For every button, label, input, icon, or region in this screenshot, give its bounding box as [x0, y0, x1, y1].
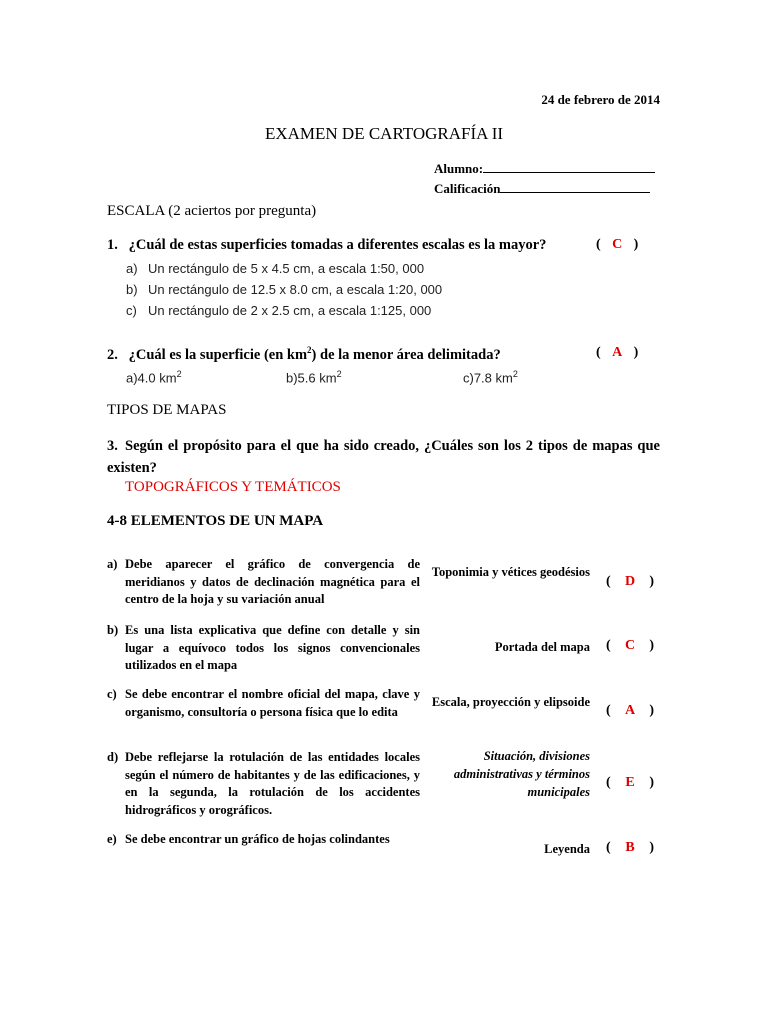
- section-escala-heading: ESCALA (2 aciertos por pregunta): [107, 203, 317, 219]
- q1-option-b-text: Un rectángulo de 12.5 x 8.0 cm, a escala 1:20, 000: [148, 282, 443, 297]
- element-answer-a-letter: D: [624, 574, 636, 589]
- question-3: [107, 435, 660, 479]
- question-1-answer: ( C ): [596, 237, 639, 252]
- grade-label: Calificación: [434, 181, 501, 196]
- question-3-number: 3.: [107, 438, 118, 454]
- grade-line: [500, 180, 650, 193]
- element-term-d: Situación, divisiones administrativas y términos municipales: [453, 749, 590, 799]
- element-item-b: [107, 622, 420, 675]
- element-answer-b: ( C ): [606, 638, 654, 653]
- section-elementos-heading: 4-8 ELEMENTOS DE UN MAPA: [107, 513, 324, 529]
- student-name-line: [483, 160, 655, 173]
- element-answer-c-letter: A: [624, 703, 636, 718]
- element-term-b: Portada del mapa: [494, 640, 590, 654]
- element-term-e: Leyenda: [544, 842, 590, 856]
- element-item-c-text: Se debe encontrar el nombre oficial del mapa, clave y organismo, consultoría o persona física que lo edita: [125, 687, 420, 719]
- question-1-text: ¿Cuál de estas superficies tomadas a diferentes escalas es la mayor?: [128, 237, 547, 253]
- element-item-c-letter: c): [107, 687, 117, 701]
- q2-option-c-sup: 2: [512, 369, 518, 379]
- q2-option-b-text: b)5.6 km: [286, 370, 337, 386]
- element-item-e-letter: e): [107, 832, 117, 846]
- q2-option-c: [463, 369, 518, 385]
- q1-option-b-letter: b): [126, 282, 138, 297]
- element-answer-d-letter: E: [625, 775, 635, 790]
- element-item-e: [107, 831, 420, 849]
- q2-option-a-sup: 2: [176, 369, 182, 379]
- element-item-c: [107, 686, 420, 721]
- question-3-text: Según el propósito para el que ha sido creado, ¿Cuáles son los 2 tipos de mapas que existen?: [107, 438, 660, 476]
- q1-option-a-letter: a): [126, 261, 138, 276]
- element-item-a-text: Debe aparecer el gráfico de convergencia de meridianos y datos de declinación magnética para el centro de la hoja y su variación anual: [125, 557, 420, 606]
- q2-option-b: [286, 369, 342, 385]
- question-2-number: 2.: [107, 346, 118, 363]
- element-item-d: [107, 749, 420, 819]
- question-2-text-before: ¿Cuál es la superficie (en km: [128, 346, 308, 363]
- student-label: Alumno:: [434, 161, 484, 176]
- element-answer-c: ( A ): [606, 703, 654, 718]
- element-item-a: [107, 556, 420, 609]
- element-answer-e-letter: B: [625, 840, 635, 855]
- element-item-a-letter: a): [107, 557, 118, 571]
- element-item-d-text: Debe reflejarse la rotulación de las entidades locales según el número de habitantes y de las edificaciones, y en la segunda, la rotulación de los accidentes hidrográficos y orográficos.: [125, 750, 420, 817]
- question-1: [107, 237, 546, 254]
- q2-option-a-text: a)4.0 km: [126, 370, 177, 386]
- element-answer-b-letter: C: [624, 638, 636, 653]
- question-1-answer-letter: C: [612, 237, 623, 252]
- q1-option-c-letter: c): [126, 303, 137, 318]
- element-answer-a: ( D ): [606, 574, 654, 589]
- question-2-answer: ( A ): [596, 345, 639, 360]
- q1-option-c-text: Un rectángulo de 2 x 2.5 cm, a escala 1:125, 000: [148, 303, 432, 318]
- q2-option-a: [126, 369, 182, 385]
- question-2: [107, 345, 501, 364]
- q2-option-b-sup: 2: [336, 369, 342, 379]
- student-name-field: [434, 160, 655, 177]
- element-term-c: Escala, proyección y elipsoide: [431, 695, 590, 709]
- question-2-text-after: ) de la menor área delimitada?: [311, 346, 501, 363]
- question-2-text-sup: 2: [307, 345, 312, 355]
- element-item-b-letter: b): [107, 623, 119, 637]
- element-answer-e: ( B ): [606, 840, 654, 855]
- question-3-answer: TOPOGRÁFICOS Y TEMÁTICOS: [125, 479, 341, 495]
- q1-option-b: [126, 282, 442, 297]
- section-tipos-heading: TIPOS DE MAPAS: [107, 402, 227, 418]
- element-answer-d: ( E ): [606, 775, 654, 790]
- grade-field: [434, 180, 650, 197]
- exam-title: EXAMEN DE CARTOGRAFÍA II: [264, 124, 504, 143]
- element-item-b-text: Es una lista explicativa que define con detalle y sin lugar a equívoco todos los signos convencionales utilizados en el mapa: [125, 623, 420, 672]
- question-1-number: 1.: [107, 237, 118, 253]
- element-item-d-letter: d): [107, 750, 119, 764]
- exam-date: 24 de febrero de 2014: [541, 92, 660, 107]
- element-term-a: Toponimia y vétices geodésios: [431, 565, 590, 579]
- question-2-answer-letter: A: [612, 345, 623, 360]
- q2-option-c-text: c)7.8 km: [463, 370, 513, 386]
- q1-option-a: [126, 261, 424, 276]
- q1-option-a-text: Un rectángulo de 5 x 4.5 cm, a escala 1:50, 000: [148, 261, 425, 276]
- element-item-e-text: Se debe encontrar un gráfico de hojas colindantes: [125, 832, 390, 846]
- q1-option-c: [126, 303, 431, 318]
